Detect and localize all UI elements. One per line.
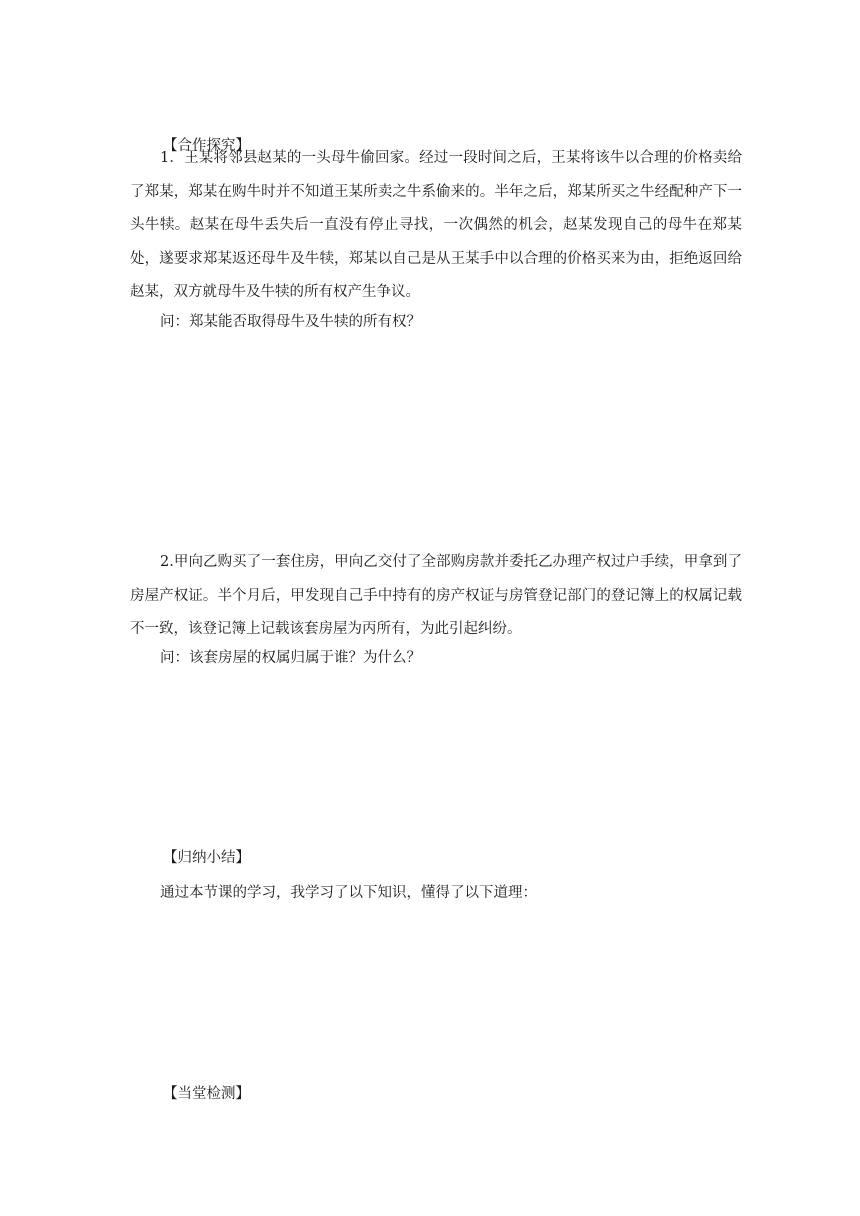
case-1-question: 问：郑某能否取得母牛及牛犊的所有权？	[160, 314, 421, 330]
case-2-question: 问：该套房屋的权属归属于谁？为什么？	[160, 650, 421, 666]
case-1-paragraph: 1．王某将邻县赵某的一头母牛偷回家。经过一段时间之后，王某将该牛以合理的价格卖给了郑某，郑某在购牛时并不知道王某所卖之牛系偷来的。半年之后，郑某所买之牛经配种产下一头牛犊。赵某在母牛丢失后一直没有停止寻找，一次偶然的机会，赵某发现自己的母牛在郑某处，遂要求郑某返还母牛及牛犊，郑某以自己是从王某手中以合理的价格买来为由，拒绝返回给赵某，双方就母牛及牛犊的所有权产生争议。	[130, 150, 742, 300]
case-2-paragraph: 2.甲向乙购买了一套住房，甲向乙交付了全部购房款并委托乙办理产权过户手续，甲拿到了房屋产权证。半个月后，甲发现自己手中持有的房产权证与房管登记部门的登记簿上的权属记载不一致，该登记簿上记载该套房屋为丙所有，为此引起纠纷。	[130, 554, 742, 637]
cooperative-inquiry-heading: 【合作探究】	[163, 138, 250, 154]
summary-prompt: 通过本节课的学习，我学习了以下知识，懂得了以下道理：	[160, 885, 537, 901]
class-test-heading: 【当堂检测】	[163, 1086, 250, 1102]
summary-heading: 【归纳小结】	[163, 850, 250, 866]
